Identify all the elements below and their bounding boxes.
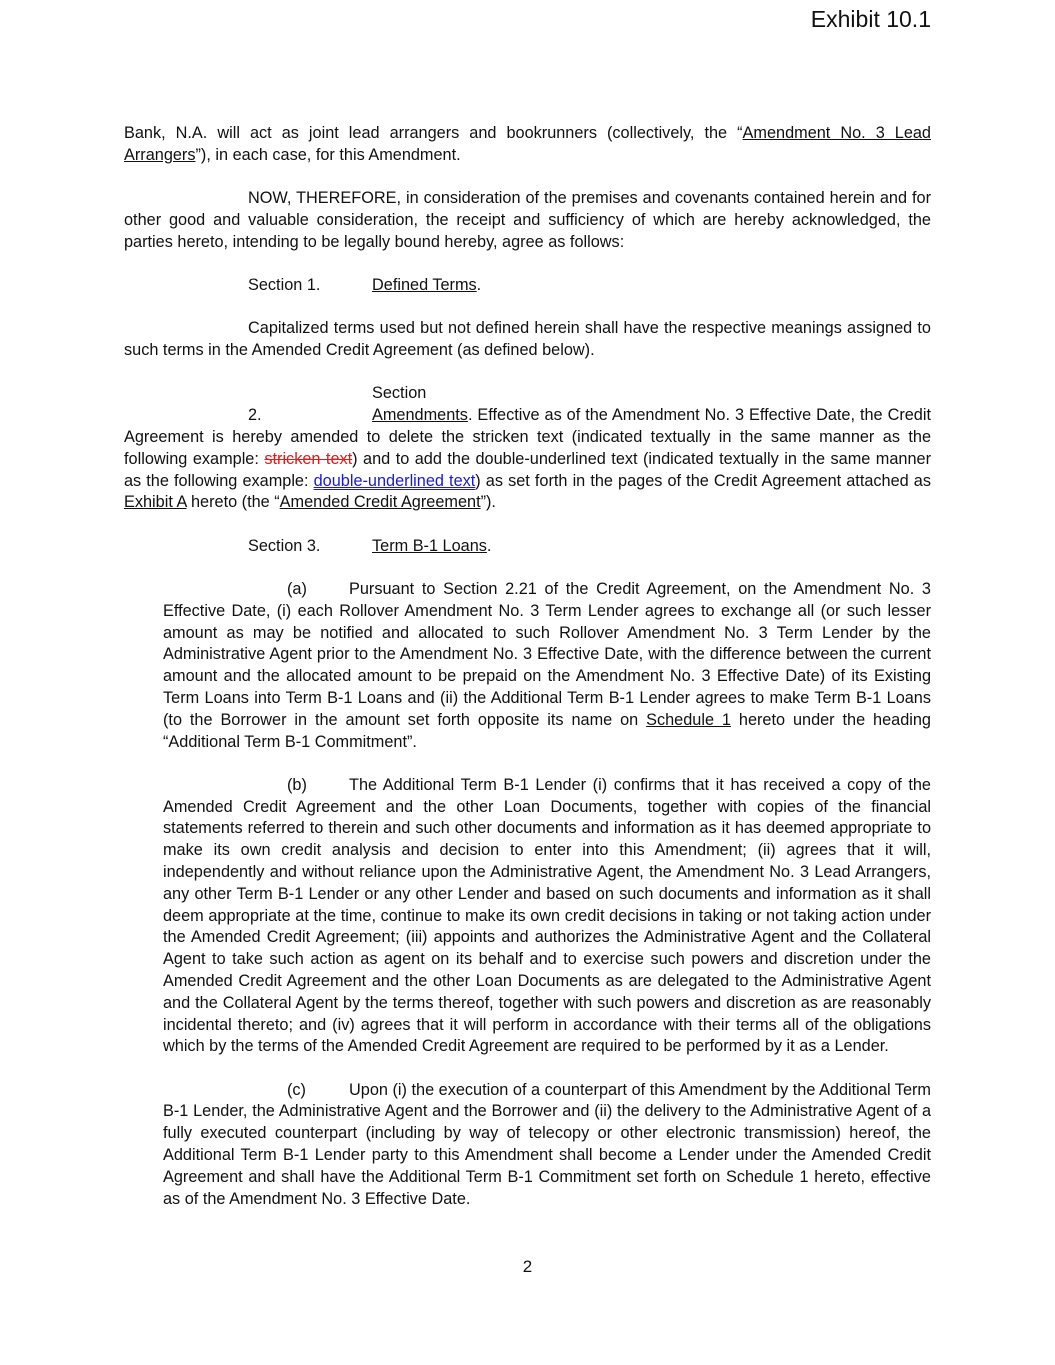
section-title: Amendments — [372, 406, 468, 425]
section-2-paragraph: Section 2. Amendments. Effective as of the Amendment No. 3 Effective Date, the Credit Agreement is hereby amended to delete the stricken text (indicated textually in the same manner as the following example: stricken text) and to add the double-underlined text (indicated textually in the same manner as the following example: double-underlined text) as set forth in the pages of the Credit Agreement attached as Exhibit A hereto (the “Amended Credit Agreement”). — [124, 384, 931, 512]
intro-paragraph-1: Bank, N.A. will act as joint lead arrangers and bookrunners (collectively, the “Amendment No. 3 Lead Arrangers”), in each case, for this Amendment. — [124, 124, 931, 164]
section-3-heading: Section 3. Term B-1 Loans. — [124, 536, 931, 558]
section-1-body: Capitalized terms used but not defined herein shall have the respective meanings assigned to such terms in the Amended Credit Agreement (as defined below). — [124, 319, 931, 360]
section-number: Section 1. — [248, 275, 321, 294]
clause-label: (c) — [287, 1080, 306, 1099]
schedule-1-reference: Schedule 1 — [646, 710, 731, 729]
defined-term-lead-arrangers: Amendment No. 3 Lead Arrangers — [124, 124, 931, 164]
document-body — [124, 123, 931, 1232]
section-1-heading: Section 1. Defined Terms. — [124, 275, 931, 297]
clause-label: (a) — [287, 579, 307, 598]
clause-label: (b) — [287, 775, 307, 794]
exhibit-label: Exhibit 10.1 — [810, 6, 931, 32]
stricken-text-example: stricken text — [264, 449, 353, 468]
clause-c: (c) Upon (i) the execution of a counterpart of this Amendment by the Additional Term B-1 Lender, the Administrative Agent and the Borrower and (ii) the delivery to the Administrative Agent of a fully executed counterpart (including by way of telecopy or other electronic transmission) hereof, the Additional Term B-1 Lender party to this Amendment shall become a Lender under the Amended Credit Agreement and shall have the Additional Term B-1 Commitment set forth on Schedule 1 hereto, effective as of the Amendment No. 3 Effective Date. — [163, 1080, 931, 1208]
clause-b: (b) The Additional Term B-1 Lender (i) confirms that it has received a copy of the Amended Credit Agreement and the other Loan Documents, together with copies of the financial statements referred to therein and such other documents and information as it has deemed appropriate to make its own credit analysis and decision to enter into this Amendment; (ii) agrees that it will, independently and without reliance upon the Administrative Agent, the Amendment No. 3 Lead Arrangers, any other Term B-1 Lender or any other Lender and based on such documents and information as it shall deem appropriate at the time, continue to make its own credit decisions in taking or not taking action under the Amended Credit Agreement; (iii) appoints and authorizes the Administrative Agent and the Collateral Agent to take such action as agent on its behalf and to exercise such powers and discretion under the Amended Credit Agreement and the other Loan Documents as are delegated to the Administrative Agent and the Collateral Agent by the terms thereof, together with such powers and discretion as are reasonably incidental thereto; and (iv) agrees that it will perform in accordance with their terms all of the obligations which by the terms of the Amended Credit Agreement are required to be performed by it as a Lender. — [163, 775, 931, 1056]
section-title: Term B-1 Loans — [372, 536, 487, 555]
double-underlined-example: double-underlined text — [313, 471, 476, 490]
exhibit-a-reference: Exhibit A — [124, 493, 187, 512]
section-number: Section 3. — [248, 536, 321, 555]
section-number: Section 2. — [248, 384, 427, 425]
page-number: 2 — [522, 1257, 533, 1276]
section-title: Defined Terms — [372, 275, 477, 294]
defined-term-amended-credit-agreement: Amended Credit Agreement — [279, 493, 481, 512]
intro-paragraph-2: NOW, THEREFORE, in consideration of the premises and covenants contained herein and for other good and valuable consideration, the receipt and sufficiency of which are hereby acknowledged, the parties hereto, intending to be legally bound hereby, agree as follows: — [124, 189, 931, 251]
clause-a: (a) Pursuant to Section 2.21 of the Credit Agreement, on the Amendment No. 3 Effective Date, (i) each Rollover Amendment No. 3 Term Lender agrees to exchange all (or such lesser amount as may be notified and allocated to such Rollover Amendment No. 3 Term Lender by the Administrative Agent prior to the Amendment No. 3 Effective Date, with the difference between the current amount and the allocated amount to be prepaid on the Amendment No. 3 Effective Date) of its Existing Term Loans into Term B-1 Loans and (ii) the Additional Term B-1 Lender agrees to make Term B-1 Loans (to the Borrower in the amount set forth opposite its name on Schedule 1 hereto under the heading “Additional Term B-1 Commitment”. — [163, 579, 931, 751]
